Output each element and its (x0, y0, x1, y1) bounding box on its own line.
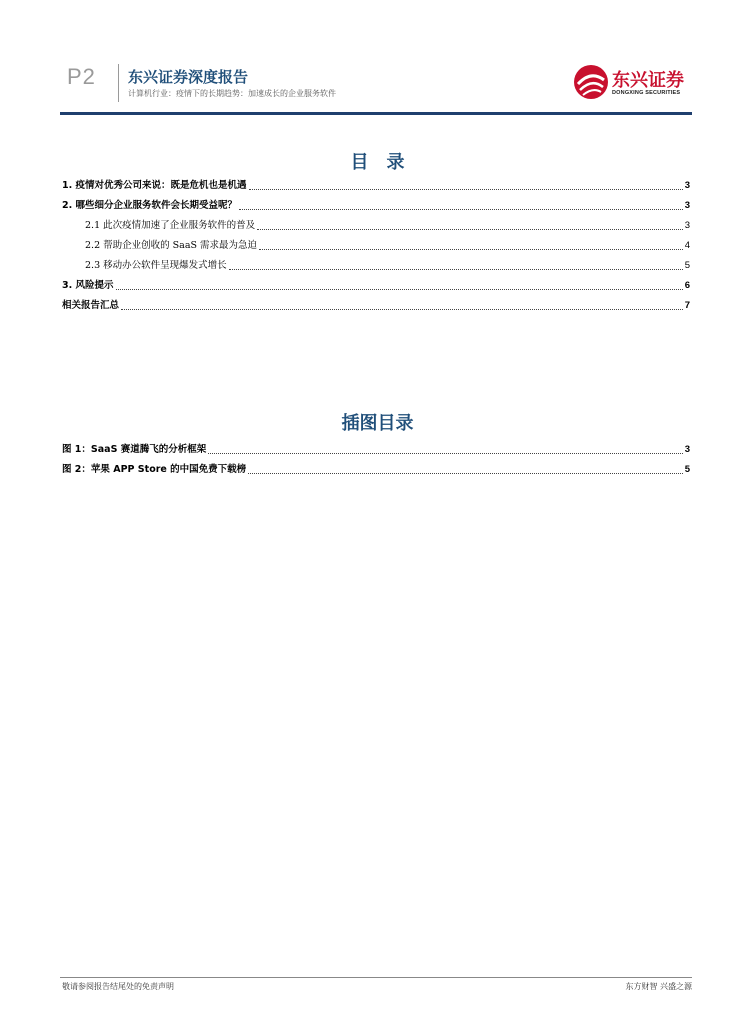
figure-item-page: 5 (684, 464, 690, 475)
figure-item-page: 3 (684, 444, 690, 455)
header-rule (60, 112, 692, 115)
figure-item-label: 图 1：SaaS 赛道腾飞的分析框架 (62, 444, 207, 455)
toc-item-label: 2. 哪些细分企业服务软件会长期受益呢？ (62, 200, 238, 211)
toc-leader (229, 268, 683, 270)
toc-item-label: 3. 风险提示 (62, 280, 114, 291)
toc-item-label: 相关报告汇总 (62, 300, 120, 311)
toc-item-page: 7 (684, 300, 690, 311)
toc-item-page: 3 (684, 180, 690, 191)
toc-item-related-reports[interactable] (62, 300, 690, 312)
toc-item-label: 2.1 此次疫情加速了企业服务软件的普及 (85, 220, 256, 231)
toc-item-page: 3 (684, 220, 690, 231)
toc-leader (257, 228, 683, 230)
toc-leader (116, 288, 683, 290)
toc-item-label: 2.3 移动办公软件呈现爆发式增长 (85, 260, 227, 271)
toc-item-page: 6 (684, 280, 690, 291)
toc-item-page: 4 (684, 240, 690, 251)
toc-item-3[interactable] (62, 280, 690, 292)
toc-item-1[interactable] (62, 180, 690, 192)
toc-leader (259, 248, 683, 250)
figure-item-1[interactable] (62, 444, 690, 456)
figure-item-label: 图 2：苹果 APP Store 的中国免费下载榜 (62, 464, 247, 475)
toc-heading: 目 录 (350, 152, 405, 173)
toc-item-2[interactable] (62, 200, 690, 212)
toc-leader (121, 308, 683, 310)
logo-english-text: DONGXING SECURITIES (612, 90, 681, 96)
footer-disclaimer: 敬请参阅报告结尾处的免责声明 (62, 982, 174, 991)
toc-item-page: 5 (684, 260, 690, 271)
toc-leader (239, 208, 683, 210)
report-title: 东兴证券深度报告 (128, 68, 249, 86)
toc-item-label: 1. 疫情对优秀公司来说：既是危机也是机遇 (62, 180, 247, 191)
toc-item-label: 2.2 帮助企业创收的 SaaS 需求最为急迫 (85, 240, 258, 251)
logo-text: 东兴证券 (612, 70, 684, 91)
footer-slogan: 东方财智 兴盛之源 (625, 982, 692, 991)
toc-leader (208, 452, 682, 454)
toc-item-2-3[interactable] (85, 260, 690, 272)
toc-leader (248, 472, 683, 474)
header-divider (118, 64, 119, 102)
figure-item-2[interactable] (62, 464, 690, 476)
footer-rule (60, 977, 692, 978)
figures-heading: 插图目录 (341, 413, 414, 434)
toc-item-2-1[interactable] (85, 220, 690, 232)
toc-leader (249, 188, 683, 190)
page-number: P2 (67, 64, 96, 89)
toc-item-2-2[interactable] (85, 240, 690, 252)
toc-item-page: 3 (684, 200, 690, 211)
report-subtitle: 计算机行业：疫情下的长期趋势：加速成长的企业服务软件 (128, 89, 336, 98)
